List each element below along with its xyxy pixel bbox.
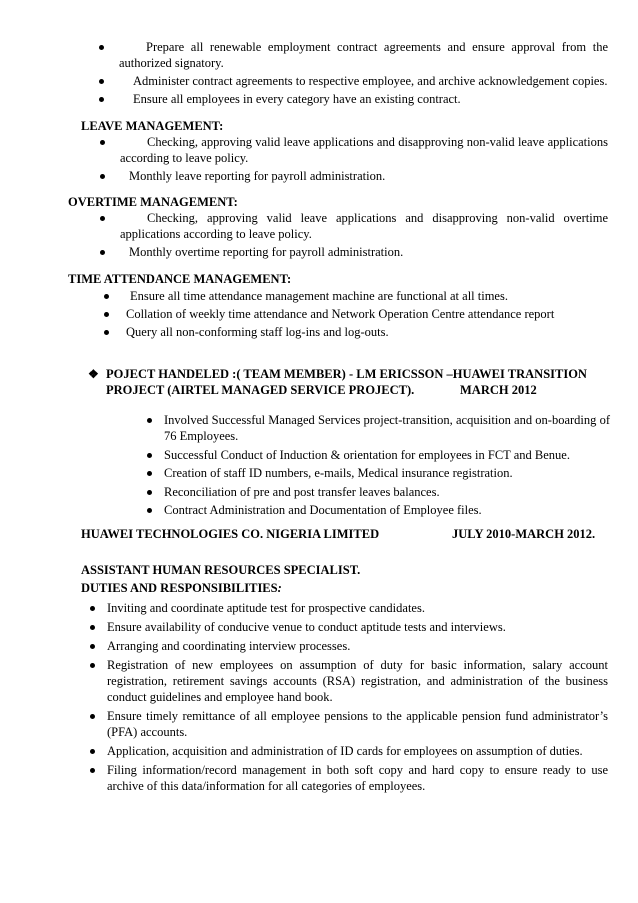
list-item-text: Checking, approving valid leave applications and disapproving non-valid overtime applications according to leave policy. bbox=[120, 211, 608, 241]
time-attendance-heading: TIME ATTENDANCE MANAGEMENT: bbox=[68, 272, 292, 286]
bullet-icon bbox=[90, 644, 95, 649]
list-item bbox=[164, 484, 610, 500]
duties-heading bbox=[81, 580, 282, 596]
list-item bbox=[107, 743, 608, 759]
list-item bbox=[126, 306, 608, 322]
list-item-text: Registration of new employees on assumption of duty for basic information, salary account registration, retirement savings accounts (RSA) registration, and administration of the business conduct guidelines and employee hand book. bbox=[107, 658, 608, 704]
duties-heading-text: DUTIES AND RESPONSIBILITIES bbox=[81, 581, 278, 595]
list-item-text: Filing information/record management in both soft copy and hard copy to ensure ready to use archive of this data/information for all categories of employees. bbox=[107, 763, 608, 793]
diamond-bullet-icon: ❖ bbox=[88, 367, 99, 381]
bullet-icon bbox=[99, 45, 104, 50]
list-item-text: Monthly leave reporting for payroll administration. bbox=[129, 169, 386, 183]
project-list bbox=[164, 412, 610, 521]
bullet-icon bbox=[90, 714, 95, 719]
bullet-icon bbox=[147, 418, 152, 423]
list-item-text: Query all non-conforming staff log-ins and log-outs. bbox=[126, 325, 389, 339]
project-date: MARCH 2012 bbox=[460, 383, 537, 397]
employer-name: HUAWEI TECHNOLOGIES CO. NIGERIA LIMITED bbox=[81, 527, 380, 541]
bullet-icon bbox=[90, 768, 95, 773]
list-item bbox=[133, 73, 608, 89]
list-item bbox=[129, 244, 608, 260]
bullet-icon bbox=[90, 606, 95, 611]
list-item-text: Application, acquisition and administration of ID cards for employees on assumption of duties. bbox=[107, 744, 583, 758]
project-title-line2-text: PROJECT (AIRTEL MANAGED SERVICE PROJECT). bbox=[106, 383, 415, 397]
list-item-text: Prepare all renewable employment contract agreements and ensure approval from the authorized signatory. bbox=[119, 40, 608, 70]
list-item bbox=[107, 600, 608, 616]
bullet-icon bbox=[99, 97, 104, 102]
bullet-icon bbox=[99, 79, 104, 84]
duties-heading-colon: : bbox=[277, 581, 282, 595]
bullet-icon bbox=[100, 174, 105, 179]
list-item bbox=[107, 657, 608, 705]
list-item-text: Arranging and coordinating interview processes. bbox=[107, 639, 351, 653]
bullet-icon bbox=[100, 216, 105, 221]
list-item bbox=[164, 502, 610, 518]
bullet-icon bbox=[90, 663, 95, 668]
bullet-icon bbox=[147, 490, 152, 495]
bullet-icon bbox=[90, 749, 95, 754]
contract-duties-list bbox=[120, 39, 608, 109]
bullet-icon bbox=[147, 471, 152, 476]
list-item-text: Successful Conduct of Induction & orientation for employees in FCT and Benue. bbox=[164, 447, 570, 462]
list-item-text: Reconciliation of pre and post transfer leaves balances. bbox=[164, 484, 440, 499]
list-item-text: Collation of weekly time attendance and Network Operation Centre attendance report bbox=[126, 307, 555, 321]
leave-heading: LEAVE MANAGEMENT: bbox=[81, 119, 224, 133]
list-item bbox=[130, 288, 608, 304]
list-item bbox=[164, 412, 610, 444]
list-item bbox=[126, 324, 608, 340]
bullet-icon bbox=[147, 508, 152, 513]
list-item bbox=[133, 91, 608, 107]
list-item bbox=[164, 447, 610, 463]
leave-list bbox=[120, 134, 608, 186]
bullet-icon bbox=[104, 294, 109, 299]
bullet-icon bbox=[104, 312, 109, 317]
employment-dates: JULY 2010-MARCH 2012. bbox=[452, 527, 596, 541]
list-item-text: Contract Administration and Documentation of Employee files. bbox=[164, 503, 482, 517]
list-item bbox=[107, 619, 608, 635]
list-item bbox=[120, 134, 608, 166]
role-title: ASSISTANT HUMAN RESOURCES SPECIALIST. bbox=[81, 563, 361, 577]
list-item-text: Creation of staff ID numbers, e-mails, Medical insurance registration. bbox=[164, 466, 513, 480]
list-item-text: Ensure all employees in every category have an existing contract. bbox=[133, 92, 461, 106]
list-item-text: Ensure availability of conducive venue to conduct aptitude tests and interviews. bbox=[107, 620, 506, 634]
duties-list bbox=[107, 600, 608, 797]
list-item bbox=[107, 708, 608, 740]
list-item-text: Ensure all time attendance management machine are functional at all times. bbox=[130, 289, 508, 303]
bullet-icon bbox=[104, 330, 109, 335]
bullet-icon bbox=[100, 250, 105, 255]
time-attendance-list bbox=[126, 288, 608, 342]
list-item-text: Administer contract agreements to respective employee, and archive acknowledgement copies. bbox=[133, 74, 608, 88]
project-title-line2 bbox=[106, 382, 610, 398]
list-item-text: Ensure timely remittance of all employee pensions to the applicable pension fund administrator’s (PFA) accounts. bbox=[107, 709, 608, 739]
project-title bbox=[106, 366, 610, 398]
list-item bbox=[107, 762, 608, 794]
list-item-text: Monthly overtime reporting for payroll administration. bbox=[129, 245, 404, 259]
list-item-text: Involved Successful Managed Services project-transition, acquisition and on-boarding of 76 Employees. bbox=[164, 413, 610, 443]
list-item bbox=[119, 39, 608, 71]
list-item-text: Checking, approving valid leave applications and disapproving non-valid leave applications according to leave policy. bbox=[120, 135, 608, 165]
overtime-heading: OVERTIME MANAGEMENT: bbox=[68, 195, 238, 209]
list-item bbox=[120, 210, 608, 242]
bullet-icon bbox=[90, 625, 95, 630]
bullet-icon bbox=[100, 140, 105, 145]
overtime-list bbox=[120, 210, 608, 262]
list-item bbox=[129, 168, 608, 184]
list-item bbox=[164, 465, 610, 481]
list-item bbox=[107, 638, 608, 654]
bullet-icon bbox=[147, 453, 152, 458]
project-title-line1: POJECT HANDELED :( TEAM MEMBER) - LM ERICSSON –HUAWEI TRANSITION bbox=[106, 367, 587, 381]
list-item-text: Inviting and coordinate aptitude test for prospective candidates. bbox=[107, 601, 425, 615]
